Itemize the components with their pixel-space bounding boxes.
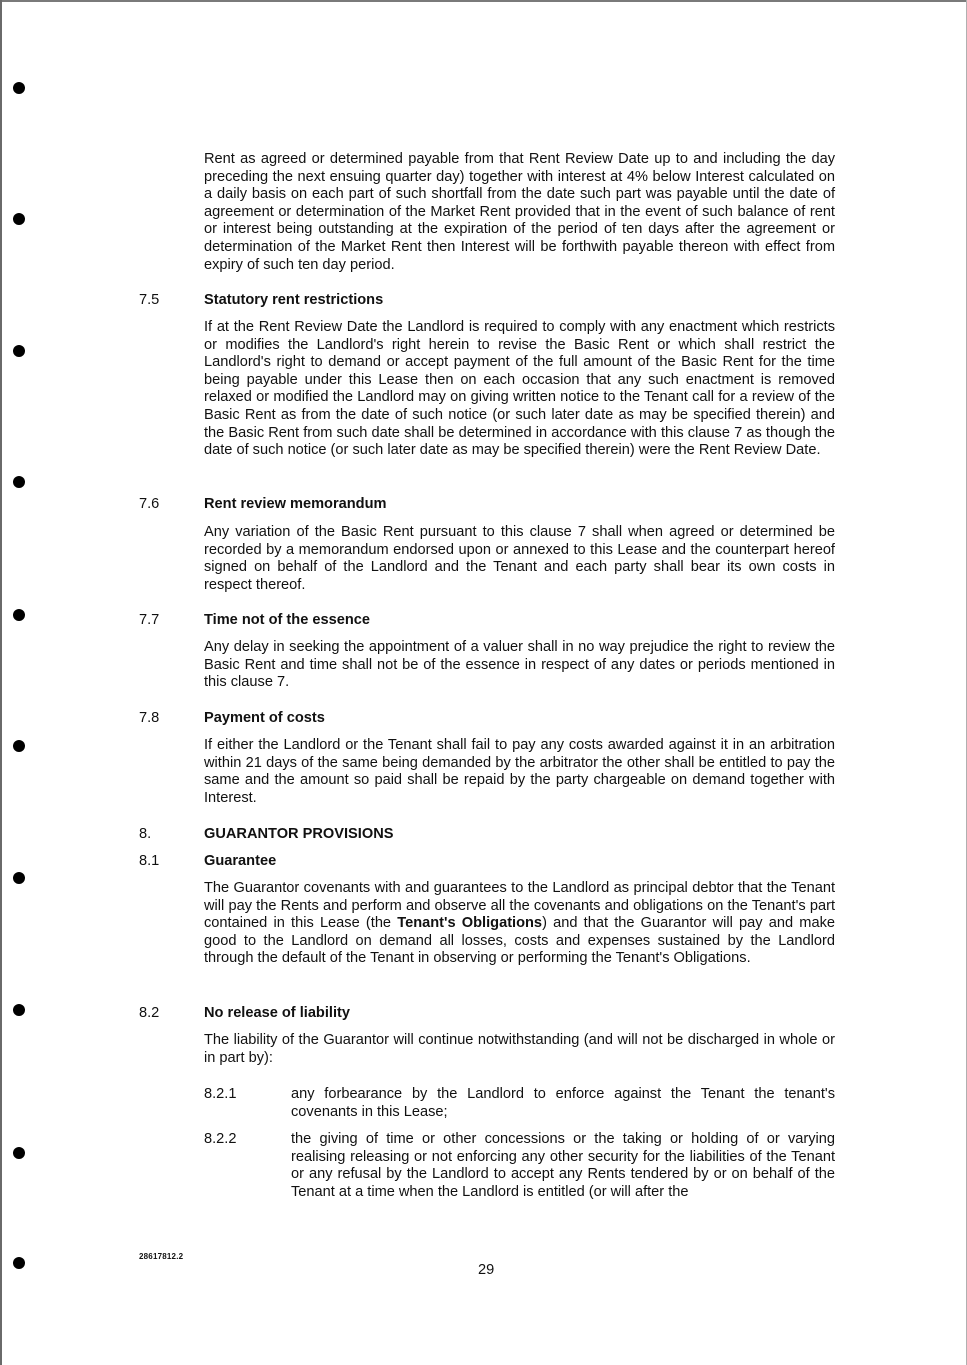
page-left-edge bbox=[0, 0, 2, 1365]
clause-text: The liability of the Guarantor will continue notwithstanding (and will not be discharged in whole or in part by): bbox=[204, 1032, 835, 1066]
document-reference: 28617812.2 bbox=[139, 1252, 184, 1261]
subclause-text: the giving of time or other concessions or the taking or holding of or varying realising releasing or not enforcing any other security for the liabilities of the Tenant or any refusal by the Landlord to accept any Rents tendered by or on behalf of the Tenant at a time when the Landlord is entitled (or will after the bbox=[291, 1131, 835, 1200]
guarantee-paragraph bbox=[204, 880, 835, 968]
punch-hole bbox=[13, 345, 25, 357]
punch-hole bbox=[13, 740, 25, 752]
punch-hole bbox=[13, 1147, 25, 1159]
page-number: 29 bbox=[478, 1262, 495, 1278]
defined-term: Tenant's Obligations bbox=[397, 915, 543, 932]
subclause-number: 8.2.1 bbox=[204, 1086, 237, 1102]
punch-hole bbox=[13, 609, 25, 621]
clause-heading: Statutory rent restrictions bbox=[204, 292, 384, 308]
clause-heading: Payment of costs bbox=[204, 710, 325, 726]
clause-number: 8.1 bbox=[139, 853, 160, 869]
guarantee-text-before: The Guarantor covenants with and guarantees to the Landlord as principal debtor that the Tenant will pay the Rents and perform and observe all the covenants and obligations on the Tenant's part contained in this Lease (the bbox=[204, 880, 835, 932]
clause-heading: Time not of the essence bbox=[204, 612, 370, 628]
clause-heading: Rent review memorandum bbox=[204, 496, 387, 512]
clause-text: If either the Landlord or the Tenant shall fail to pay any costs awarded against it in an arbitration within 21 days of the same being demanded by the arbitrator the other shall be entitled to pay the same and the amount so paid shall be repaid by the party chargeable on demand together with Interest. bbox=[204, 737, 835, 806]
clause-number: 7.8 bbox=[139, 710, 160, 726]
intro-paragraph: Rent as agreed or determined payable from that Rent Review Date up to and including the day preceding the next ensuing quarter day) together with interest at 4% below Interest calculated on a daily basis on each part of such shortfall from the date such part was payable until the date of agreement or determination of the Market Rent provided that in the event of such balance of rent or interest being outstanding at the expiration of the period of ten days after the agreement or determination of the Market Rent then Interest will be forthwith payable thereon with effect from expiry of such ten day period. bbox=[204, 151, 835, 273]
clause-text: Any variation of the Basic Rent pursuant to this clause 7 shall when agreed or determined be recorded by a memorandum endorsed upon or annexed to this Lease and the counterpart hereof signed on behalf of the Landlord and the Tenant and each party shall bear its own costs in respect thereof. bbox=[204, 524, 835, 593]
section-heading: GUARANTOR PROVISIONS bbox=[204, 826, 394, 842]
section-number: 8. bbox=[139, 826, 152, 842]
clause-number: 7.5 bbox=[139, 292, 160, 308]
punch-hole bbox=[13, 82, 25, 94]
page-top-edge bbox=[0, 0, 967, 2]
clause-text: Any delay in seeking the appointment of a valuer shall in no way prejudice the right to review the Basic Rent and time shall not be of the essence in respect of any dates or periods mentioned in this clause 7. bbox=[204, 639, 835, 691]
clause-number: 7.6 bbox=[139, 496, 160, 512]
clause-text: If at the Rent Review Date the Landlord is required to comply with any enactment which restricts or modifies the Landlord's right herein to revise the Basic Rent or which shall restrict the Landlord's right to demand or accept payment of the full amount of the Basic Rent for the time being payable under this Lease then on each occasion that any such enactment is removed relaxed or modified the Landlord may on giving written notice to the Tenant call for a review of the Basic Rent as from the date of such notice (or such later date as may be specified therein) and the Basic Rent from such date shall be determined in accordance with this clause 7 as though the date of such notice (or such later date as may be specified therein) were the Rent Review Date. bbox=[204, 319, 835, 459]
subclause-text: any forbearance by the Landlord to enforce against the Tenant the tenant's covenants in this Lease; bbox=[291, 1086, 835, 1120]
punch-hole bbox=[13, 872, 25, 884]
punch-hole bbox=[13, 1257, 25, 1269]
clause-number: 8.2 bbox=[139, 1005, 160, 1021]
guarantee-text-after: ) and that the Guarantor will pay and make good to the Landlord on demand all losses, costs and expenses sustained by the Landlord through the default of the Tenant in observing or performing the Tenant's Obligations. bbox=[204, 915, 835, 967]
punch-hole bbox=[13, 1004, 25, 1016]
clause-heading: Guarantee bbox=[204, 853, 277, 869]
subclause-number: 8.2.2 bbox=[204, 1131, 237, 1147]
punch-hole bbox=[13, 213, 25, 225]
clause-number: 7.7 bbox=[139, 612, 160, 628]
clause-heading: No release of liability bbox=[204, 1005, 350, 1021]
punch-hole bbox=[13, 476, 25, 488]
